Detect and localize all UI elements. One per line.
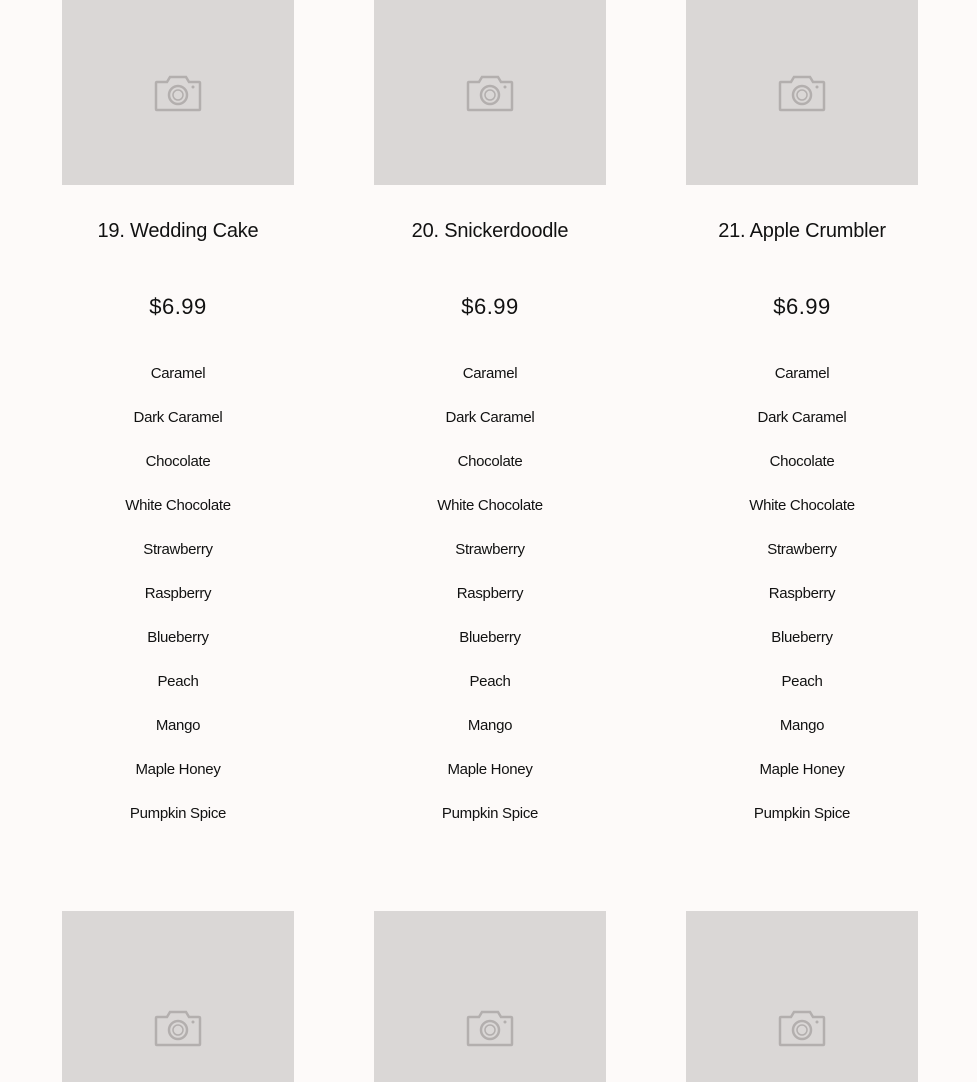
camera-icon: [465, 1008, 515, 1048]
product-card: [374, 0, 606, 822]
flavor-item: Chocolate: [769, 453, 835, 470]
flavor-item: Strawberry: [455, 541, 525, 558]
flavor-item: Maple Honey: [447, 761, 533, 778]
product-image-placeholder[interactable]: [686, 0, 918, 185]
flavor-item: Blueberry: [771, 629, 833, 646]
product-card: [62, 911, 294, 1082]
product-image-placeholder[interactable]: [62, 0, 294, 185]
flavor-item: Strawberry: [767, 541, 837, 558]
flavor-item: Pumpkin Spice: [753, 805, 851, 822]
flavor-item: Blueberry: [147, 629, 209, 646]
product-title[interactable]: 21. Apple Crumbler: [718, 220, 886, 242]
flavor-item: Dark Caramel: [757, 409, 847, 426]
flavor-list: [354, 362, 626, 846]
camera-icon: [153, 73, 203, 113]
flavor-item: Raspberry: [768, 585, 836, 602]
flavor-list: [42, 362, 314, 846]
camera-icon: [153, 1008, 203, 1048]
flavor-item: White Chocolate: [437, 497, 543, 514]
flavor-item: Peach: [157, 673, 199, 690]
product-price: $6.99: [773, 294, 831, 319]
flavor-item: Blueberry: [459, 629, 521, 646]
product-image-placeholder[interactable]: [374, 0, 606, 185]
flavor-item: Dark Caramel: [445, 409, 535, 426]
flavor-item: White Chocolate: [125, 497, 231, 514]
flavor-item: Raspberry: [456, 585, 524, 602]
flavor-item: Strawberry: [143, 541, 213, 558]
camera-icon: [465, 73, 515, 113]
flavor-item: White Chocolate: [749, 497, 855, 514]
product-title[interactable]: 20. Snickerdoodle: [411, 220, 569, 242]
product-image-placeholder[interactable]: [686, 911, 918, 1082]
flavor-item: Raspberry: [144, 585, 212, 602]
flavor-item: Caramel: [150, 365, 206, 382]
product-card: [62, 0, 294, 822]
flavor-item: Peach: [781, 673, 823, 690]
product-price: $6.99: [461, 294, 519, 319]
camera-icon: [777, 73, 827, 113]
product-image-placeholder[interactable]: [374, 911, 606, 1082]
flavor-item: Dark Caramel: [133, 409, 223, 426]
product-card: [686, 0, 918, 822]
flavor-list: [666, 362, 938, 846]
flavor-item: Mango: [467, 717, 513, 734]
product-title[interactable]: 19. Wedding Cake: [97, 220, 259, 242]
product-image-placeholder[interactable]: [62, 911, 294, 1082]
flavor-item: Caramel: [462, 365, 518, 382]
product-card: [374, 911, 606, 1082]
flavor-item: Chocolate: [145, 453, 211, 470]
flavor-item: Pumpkin Spice: [441, 805, 539, 822]
camera-icon: [777, 1008, 827, 1048]
flavor-item: Pumpkin Spice: [129, 805, 227, 822]
product-price: $6.99: [149, 294, 207, 319]
flavor-item: Caramel: [774, 365, 830, 382]
flavor-item: Peach: [469, 673, 511, 690]
flavor-item: Maple Honey: [135, 761, 221, 778]
product-card: [686, 911, 918, 1082]
flavor-item: Mango: [779, 717, 825, 734]
flavor-item: Maple Honey: [759, 761, 845, 778]
flavor-item: Mango: [155, 717, 201, 734]
flavor-item: Chocolate: [457, 453, 523, 470]
